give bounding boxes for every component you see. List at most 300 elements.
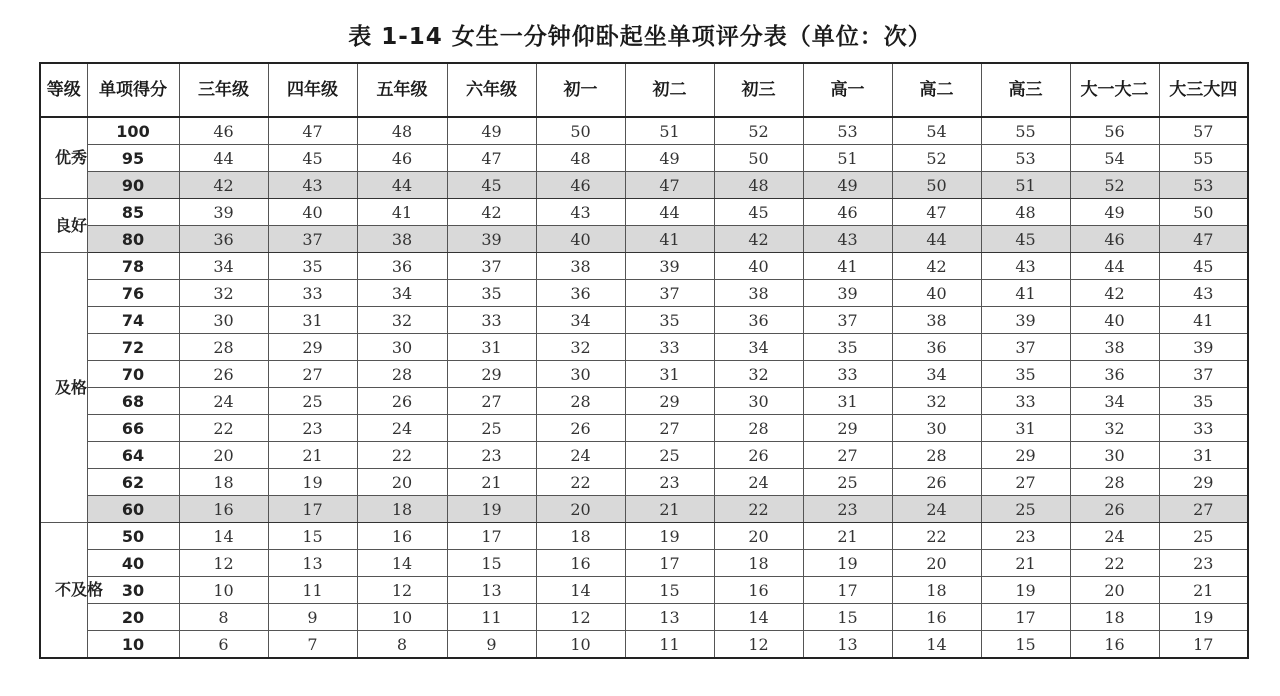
column-header [1159,63,1248,117]
value-cell: 33 [981,388,1070,415]
value-cell: 23 [981,523,1070,550]
value-cell: 6 [179,631,268,659]
value-cell: 52 [892,145,981,172]
value-cell: 46 [536,172,625,199]
value-cell: 12 [179,550,268,577]
value-cell: 22 [892,523,981,550]
value-cell: 41 [803,253,892,280]
table-row [40,469,1248,496]
value-cell: 47 [268,117,357,145]
value-cell: 47 [1159,226,1248,253]
value-cell: 36 [1070,361,1159,388]
grade-cell [40,253,87,523]
column-header: 高一 [803,63,892,117]
value-cell: 42 [179,172,268,199]
value-cell: 33 [1159,415,1248,442]
value-cell: 12 [536,604,625,631]
value-cell: 36 [714,307,803,334]
value-cell: 13 [447,577,536,604]
value-cell: 23 [803,496,892,523]
value-cell: 27 [625,415,714,442]
value-cell: 44 [179,145,268,172]
value-cell: 25 [803,469,892,496]
value-cell: 15 [625,577,714,604]
value-cell: 30 [714,388,803,415]
score-cell: 50 [87,523,179,550]
value-cell: 33 [268,280,357,307]
value-cell: 17 [447,523,536,550]
table-row [40,388,1248,415]
table-row [40,523,1248,550]
table-body [40,117,1248,658]
value-cell: 20 [892,550,981,577]
value-cell: 44 [1070,253,1159,280]
value-cell: 48 [536,145,625,172]
value-cell: 11 [268,577,357,604]
value-cell: 37 [447,253,536,280]
table-row [40,117,1248,145]
value-cell: 22 [357,442,447,469]
value-cell: 36 [179,226,268,253]
grade-cell [40,199,87,253]
value-cell: 40 [268,199,357,226]
value-cell: 45 [981,226,1070,253]
value-cell: 14 [536,577,625,604]
value-cell: 33 [625,334,714,361]
value-cell: 14 [179,523,268,550]
value-cell: 57 [1159,117,1248,145]
value-cell: 40 [536,226,625,253]
value-cell: 15 [447,550,536,577]
value-cell: 53 [981,145,1070,172]
value-cell: 25 [625,442,714,469]
table-row [40,361,1248,388]
value-cell: 31 [1159,442,1248,469]
score-cell: 10 [87,631,179,659]
table-row [40,253,1248,280]
grade-header-label: 等级 [46,80,81,100]
value-cell: 13 [625,604,714,631]
value-cell: 29 [981,442,1070,469]
value-cell: 28 [179,334,268,361]
value-cell: 36 [536,280,625,307]
value-cell: 39 [981,307,1070,334]
value-cell: 45 [268,145,357,172]
value-cell: 19 [981,577,1070,604]
value-cell: 8 [179,604,268,631]
value-cell: 39 [803,280,892,307]
value-cell: 37 [268,226,357,253]
score-cell: 20 [87,604,179,631]
score-cell: 72 [87,334,179,361]
score-cell: 62 [87,469,179,496]
score-cell: 60 [87,496,179,523]
value-cell: 39 [179,199,268,226]
value-cell: 35 [447,280,536,307]
table-row [40,550,1248,577]
value-cell: 37 [803,307,892,334]
value-cell: 17 [268,496,357,523]
value-cell: 42 [892,253,981,280]
value-cell: 25 [1159,523,1248,550]
score-cell: 68 [87,388,179,415]
value-cell: 39 [625,253,714,280]
value-cell: 52 [1070,172,1159,199]
value-cell: 24 [714,469,803,496]
value-cell: 31 [981,415,1070,442]
column-header-label: 大一大二 [1080,80,1149,100]
value-cell: 34 [714,334,803,361]
value-cell: 35 [268,253,357,280]
value-cell: 34 [357,280,447,307]
value-cell: 32 [536,334,625,361]
score-cell: 64 [87,442,179,469]
value-cell: 51 [625,117,714,145]
value-cell: 27 [447,388,536,415]
value-cell: 32 [714,361,803,388]
value-cell: 11 [625,631,714,659]
column-header: 四年级 [268,63,357,117]
value-cell: 46 [179,117,268,145]
value-cell: 28 [1070,469,1159,496]
value-cell: 7 [268,631,357,659]
value-cell: 29 [803,415,892,442]
value-cell: 20 [1070,577,1159,604]
value-cell: 21 [803,523,892,550]
score-header-label: 单项得分 [99,80,167,100]
value-cell: 35 [625,307,714,334]
value-cell: 15 [803,604,892,631]
value-cell: 23 [625,469,714,496]
table-row [40,280,1248,307]
value-cell: 45 [1159,253,1248,280]
table-row [40,631,1248,659]
value-cell: 21 [1159,577,1248,604]
value-cell: 54 [892,117,981,145]
value-cell: 51 [803,145,892,172]
value-cell: 23 [1159,550,1248,577]
value-cell: 10 [179,577,268,604]
value-cell: 20 [179,442,268,469]
value-cell: 34 [179,253,268,280]
column-header: 初三 [714,63,803,117]
value-cell: 16 [892,604,981,631]
value-cell: 26 [179,361,268,388]
value-cell: 29 [268,334,357,361]
score-cell: 85 [87,199,179,226]
value-cell: 27 [803,442,892,469]
value-cell: 15 [981,631,1070,659]
score-cell: 90 [87,172,179,199]
value-cell: 50 [1159,199,1248,226]
value-cell: 32 [179,280,268,307]
value-cell: 16 [714,577,803,604]
value-cell: 30 [357,334,447,361]
score-cell: 78 [87,253,179,280]
value-cell: 26 [357,388,447,415]
value-cell: 26 [1070,496,1159,523]
value-cell: 33 [447,307,536,334]
value-cell: 21 [268,442,357,469]
value-cell: 22 [179,415,268,442]
value-cell: 12 [357,577,447,604]
value-cell: 13 [268,550,357,577]
value-cell: 8 [357,631,447,659]
header-row [40,63,1248,117]
value-cell: 44 [892,226,981,253]
table-row [40,577,1248,604]
value-cell: 16 [1070,631,1159,659]
value-cell: 38 [1070,334,1159,361]
value-cell: 21 [447,469,536,496]
value-cell: 35 [803,334,892,361]
column-header: 五年级 [357,63,447,117]
value-cell: 31 [625,361,714,388]
grade-label: 及格 [54,377,87,397]
table-row [40,442,1248,469]
value-cell: 28 [357,361,447,388]
value-cell: 21 [981,550,1070,577]
value-cell: 10 [536,631,625,659]
value-cell: 32 [357,307,447,334]
value-cell: 26 [892,469,981,496]
value-cell: 32 [1070,415,1159,442]
score-cell: 40 [87,550,179,577]
value-cell: 38 [892,307,981,334]
value-cell: 44 [625,199,714,226]
value-cell: 40 [892,280,981,307]
value-cell: 56 [1070,117,1159,145]
grade-label: 良好 [54,215,87,235]
grade-cell [40,117,87,199]
value-cell: 38 [714,280,803,307]
table-row [40,604,1248,631]
value-cell: 45 [714,199,803,226]
value-cell: 24 [892,496,981,523]
value-cell: 28 [536,388,625,415]
value-cell: 18 [714,550,803,577]
value-cell: 50 [892,172,981,199]
value-cell: 20 [357,469,447,496]
value-cell: 19 [268,469,357,496]
value-cell: 19 [803,550,892,577]
value-cell: 43 [536,199,625,226]
value-cell: 39 [1159,334,1248,361]
value-cell: 27 [1159,496,1248,523]
grade-label: 不及格 [54,580,103,599]
value-cell: 17 [625,550,714,577]
value-cell: 31 [268,307,357,334]
grade-cell [40,523,103,659]
value-cell: 15 [268,523,357,550]
value-cell: 14 [892,631,981,659]
value-cell: 46 [357,145,447,172]
value-cell: 25 [268,388,357,415]
value-cell: 24 [179,388,268,415]
column-header: 高二 [892,63,981,117]
table-row [40,334,1248,361]
value-cell: 47 [625,172,714,199]
value-cell: 41 [1159,307,1248,334]
value-cell: 47 [892,199,981,226]
value-cell: 26 [536,415,625,442]
value-cell: 10 [357,604,447,631]
score-cell: 95 [87,145,179,172]
value-cell: 36 [892,334,981,361]
value-cell: 16 [357,523,447,550]
value-cell: 35 [981,361,1070,388]
value-cell: 20 [714,523,803,550]
value-cell: 29 [625,388,714,415]
column-header: 初二 [625,63,714,117]
value-cell: 49 [803,172,892,199]
value-cell: 12 [714,631,803,659]
value-cell: 28 [714,415,803,442]
value-cell: 16 [536,550,625,577]
value-cell: 30 [536,361,625,388]
value-cell: 42 [447,199,536,226]
value-cell: 41 [981,280,1070,307]
value-cell: 41 [357,199,447,226]
value-cell: 29 [1159,469,1248,496]
table-title: 表 1-14 女生一分钟仰卧起坐单项评分表（单位：次） [348,24,932,50]
value-cell: 35 [1159,388,1248,415]
value-cell: 49 [625,145,714,172]
value-cell: 40 [1070,307,1159,334]
value-cell: 31 [803,388,892,415]
value-cell: 48 [357,117,447,145]
value-cell: 33 [803,361,892,388]
value-cell: 51 [981,172,1070,199]
score-cell: 30 [87,577,179,604]
value-cell: 31 [447,334,536,361]
value-cell: 14 [357,550,447,577]
value-cell: 28 [892,442,981,469]
score-cell: 66 [87,415,179,442]
value-cell: 23 [447,442,536,469]
value-cell: 22 [1070,550,1159,577]
score-cell: 70 [87,361,179,388]
score-cell: 100 [87,117,179,145]
value-cell: 16 [179,496,268,523]
value-cell: 18 [536,523,625,550]
table-row [40,415,1248,442]
table-row [40,496,1248,523]
table-row [40,199,1248,226]
value-cell: 19 [447,496,536,523]
value-cell: 34 [536,307,625,334]
value-cell: 43 [981,253,1070,280]
value-cell: 30 [892,415,981,442]
value-cell: 42 [714,226,803,253]
value-cell: 21 [625,496,714,523]
table-row [40,172,1248,199]
table-row [40,226,1248,253]
table-row [40,307,1248,334]
value-cell: 32 [892,388,981,415]
value-cell: 25 [447,415,536,442]
value-cell: 41 [625,226,714,253]
value-cell: 49 [1070,199,1159,226]
value-cell: 19 [1159,604,1248,631]
value-cell: 37 [625,280,714,307]
column-header: 高三 [981,63,1070,117]
value-cell: 43 [803,226,892,253]
column-header-label: 大三大四 [1169,80,1238,100]
value-cell: 9 [268,604,357,631]
value-cell: 30 [1070,442,1159,469]
value-cell: 49 [447,117,536,145]
value-cell: 50 [714,145,803,172]
value-cell: 40 [714,253,803,280]
value-cell: 54 [1070,145,1159,172]
value-cell: 45 [447,172,536,199]
value-cell: 30 [179,307,268,334]
value-cell: 29 [447,361,536,388]
value-cell: 55 [1159,145,1248,172]
value-cell: 46 [1070,226,1159,253]
column-header: 三年级 [179,63,268,117]
value-cell: 39 [447,226,536,253]
value-cell: 27 [268,361,357,388]
value-cell: 18 [892,577,981,604]
value-cell: 24 [1070,523,1159,550]
value-cell: 52 [714,117,803,145]
value-cell: 24 [536,442,625,469]
score-cell: 74 [87,307,179,334]
table-row [40,145,1248,172]
value-cell: 13 [803,631,892,659]
score-table [39,62,1249,659]
value-cell: 20 [536,496,625,523]
grade-label: 优秀 [54,148,87,167]
score-header [87,63,179,117]
value-cell: 48 [981,199,1070,226]
score-cell: 76 [87,280,179,307]
value-cell: 11 [447,604,536,631]
value-cell: 55 [981,117,1070,145]
value-cell: 48 [714,172,803,199]
value-cell: 37 [981,334,1070,361]
value-cell: 37 [1159,361,1248,388]
value-cell: 27 [981,469,1070,496]
value-cell: 34 [1070,388,1159,415]
value-cell: 17 [1159,631,1248,659]
value-cell: 46 [803,199,892,226]
value-cell: 26 [714,442,803,469]
value-cell: 24 [357,415,447,442]
value-cell: 38 [536,253,625,280]
value-cell: 53 [803,117,892,145]
value-cell: 43 [1159,280,1248,307]
value-cell: 19 [625,523,714,550]
value-cell: 22 [536,469,625,496]
value-cell: 36 [357,253,447,280]
column-header: 六年级 [447,63,536,117]
value-cell: 18 [1070,604,1159,631]
score-cell: 80 [87,226,179,253]
grade-header [40,63,87,117]
value-cell: 23 [268,415,357,442]
column-header [1070,63,1159,117]
value-cell: 17 [803,577,892,604]
value-cell: 14 [714,604,803,631]
column-header: 初一 [536,63,625,117]
value-cell: 25 [981,496,1070,523]
value-cell: 38 [357,226,447,253]
value-cell: 47 [447,145,536,172]
value-cell: 43 [268,172,357,199]
